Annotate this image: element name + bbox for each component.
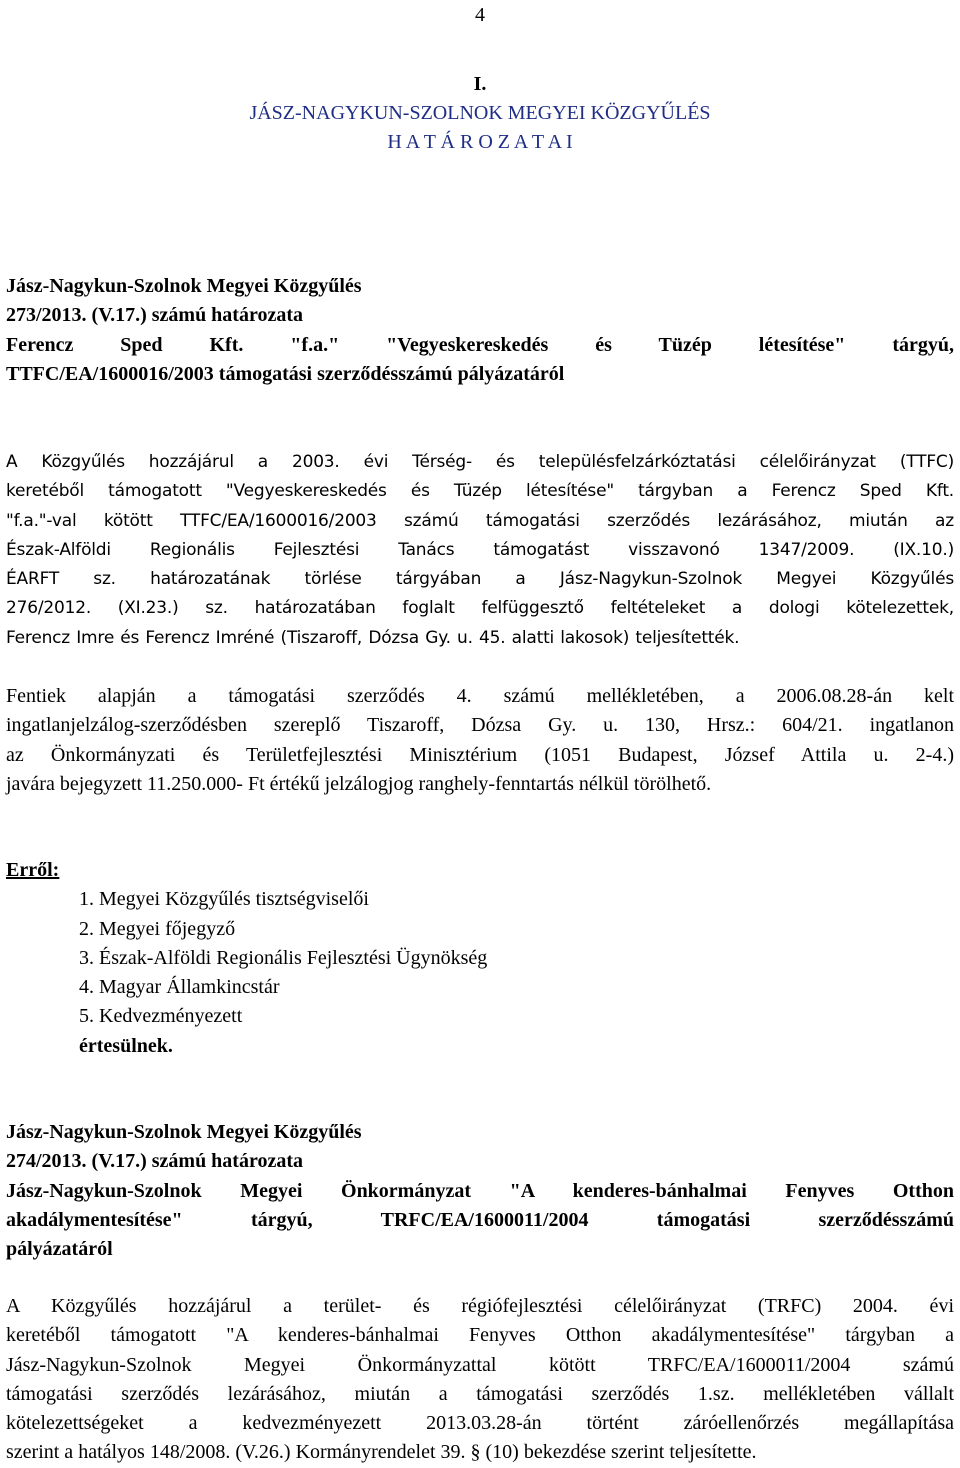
recipient-list xyxy=(6,885,487,1031)
assembly-line: Jász-Nagykun-Szolnok Megyei Közgyűlés xyxy=(6,275,362,297)
resolution-subject: Ferencz Sped Kft. "f.a." "Vegyeskereskedés és Tüzép létesítése" tárgyú, xyxy=(6,333,954,356)
paragraph-line: Fentiek alapján a támogatási szerződés 4. számú mellékletében, a 2006.08.28-án kelt xyxy=(6,685,954,707)
paragraph-line: javára bejegyzett 11.250.000- Ft értékű jelzálogjog ranghely-fenntartás nélkül törölhető. xyxy=(6,772,712,795)
paragraph-line: Észak-Alföldi Regionális Fejlesztési Tanács támogatást visszavonó 1347/2009. (IX.10.) xyxy=(6,539,954,560)
resolution-number: 273/2013. (V.17.) számú határozata xyxy=(6,304,304,327)
paragraph-line: Ferencz Imre és Ferencz Imréné (Tiszaroff, Dózsa Gy. u. 45. alatti lakosok) teljesítették. xyxy=(6,627,740,648)
recipient-item: 3. Észak-Alföldi Regionális Fejlesztési Ügynökség xyxy=(79,946,488,969)
assembly-name: JÁSZ-NAGYKUN-SZOLNOK MEGYEI KÖZGYŰLÉS xyxy=(249,102,711,124)
paragraph-line: Jász-Nagykun-Szolnok Megyei Önkormányzattal kötött TRFC/EA/1600011/2004 számú xyxy=(6,1353,954,1376)
paragraph-line: A Közgyűlés hozzájárul a terület- és régiófejlesztési célelőirányzat (TRFC) 2004. évi xyxy=(6,1295,954,1317)
resolution-number: 274/2013. (V.17.) számú határozata xyxy=(6,1150,304,1173)
notification-footer: értesülnek. xyxy=(79,1034,173,1057)
recipient-item: 5. Kedvezményezett xyxy=(79,1005,243,1028)
resolution-273-paragraph-1 xyxy=(6,448,954,653)
paragraph-line: az Önkormányzati és Területfejlesztési Minisztérium (1051 Budapest, József Attila u. 2-4.) xyxy=(6,743,954,766)
notification-label: Erről: xyxy=(6,859,60,881)
resolution-273-heading xyxy=(6,272,954,389)
paragraph-line: keretéből támogatott "Vegyeskereskedés és Tüzép létesítése" tárgyban a Ferencz Sped Kft. xyxy=(6,481,954,502)
document-header xyxy=(0,70,960,157)
recipient-item: 4. Magyar Államkincstár xyxy=(79,976,280,999)
resolution-subject-end: pályázatáról xyxy=(6,1238,113,1261)
paragraph-line: ingatlanjelzálog-szerződésben szereplő Tiszaroff, Dózsa Gy. u. 130, Hrsz.: 604/21. ingatlanon xyxy=(6,714,954,737)
paragraph-line: szerint a hatályos 148/2008. (V.26.) Kormányrendelet 39. § (10) bekezdése szerint teljesítette. xyxy=(6,1441,757,1464)
chapter-roman-numeral: I. xyxy=(473,73,487,95)
resolution-subject-cont: TTFC/EA/1600016/2003 támogatási szerződésszámú pályázatáról xyxy=(6,362,565,385)
paragraph-line: A Közgyűlés hozzájárul a 2003. évi Térség- és településfelzárkóztatási célelőirányzat (TTFC) xyxy=(6,452,954,472)
paragraph-line: 276/2012. (XI.23.) sz. határozatában foglalt felfüggesztő feltételeket a dologi kötelezettek, xyxy=(6,598,954,619)
page-number: 4 xyxy=(475,4,485,26)
resolutions-title: H A T Á R O Z A T A I xyxy=(387,131,573,153)
recipient-item: 2. Megyei főjegyző xyxy=(79,917,236,940)
paragraph-line: támogatási szerződés lezárásához, miután a támogatási szerződés 1.sz. mellékletében vállalt xyxy=(6,1382,954,1405)
resolution-274-paragraph-1 xyxy=(6,1292,954,1468)
recipient-item: 1. Megyei Közgyűlés tisztségviselői xyxy=(79,888,369,911)
paragraph-line: "f.a."-val kötött TTFC/EA/1600016/2003 számú támogatási szerződés lezárásához, miután az xyxy=(6,510,954,531)
paragraph-line: ÉARFT sz. határozatának törlése tárgyában a Jász-Nagykun-Szolnok Megyei Közgyűlés xyxy=(6,569,954,590)
resolution-subject-cont: akadálymentesítése" tárgyú, TRFC/EA/1600011/2004 támogatási szerződésszámú xyxy=(6,1208,954,1231)
assembly-line: Jász-Nagykun-Szolnok Megyei Közgyűlés xyxy=(6,1121,362,1143)
paragraph-line: keretéből támogatott "A kenderes-bánhalmai Fenyves Otthon akadálymentesítése" tárgyban a xyxy=(6,1324,954,1347)
notification-block xyxy=(6,856,487,1061)
resolution-274-heading xyxy=(6,1118,954,1264)
resolution-subject: Jász-Nagykun-Szolnok Megyei Önkormányzat "A kenderes-bánhalmai Fenyves Otthon xyxy=(6,1179,954,1202)
paragraph-line: kötelezettségeket a kedvezményezett 2013.03.28-án történt záróellenőrzés megállapítása xyxy=(6,1412,954,1435)
resolution-273-paragraph-2 xyxy=(6,682,954,799)
